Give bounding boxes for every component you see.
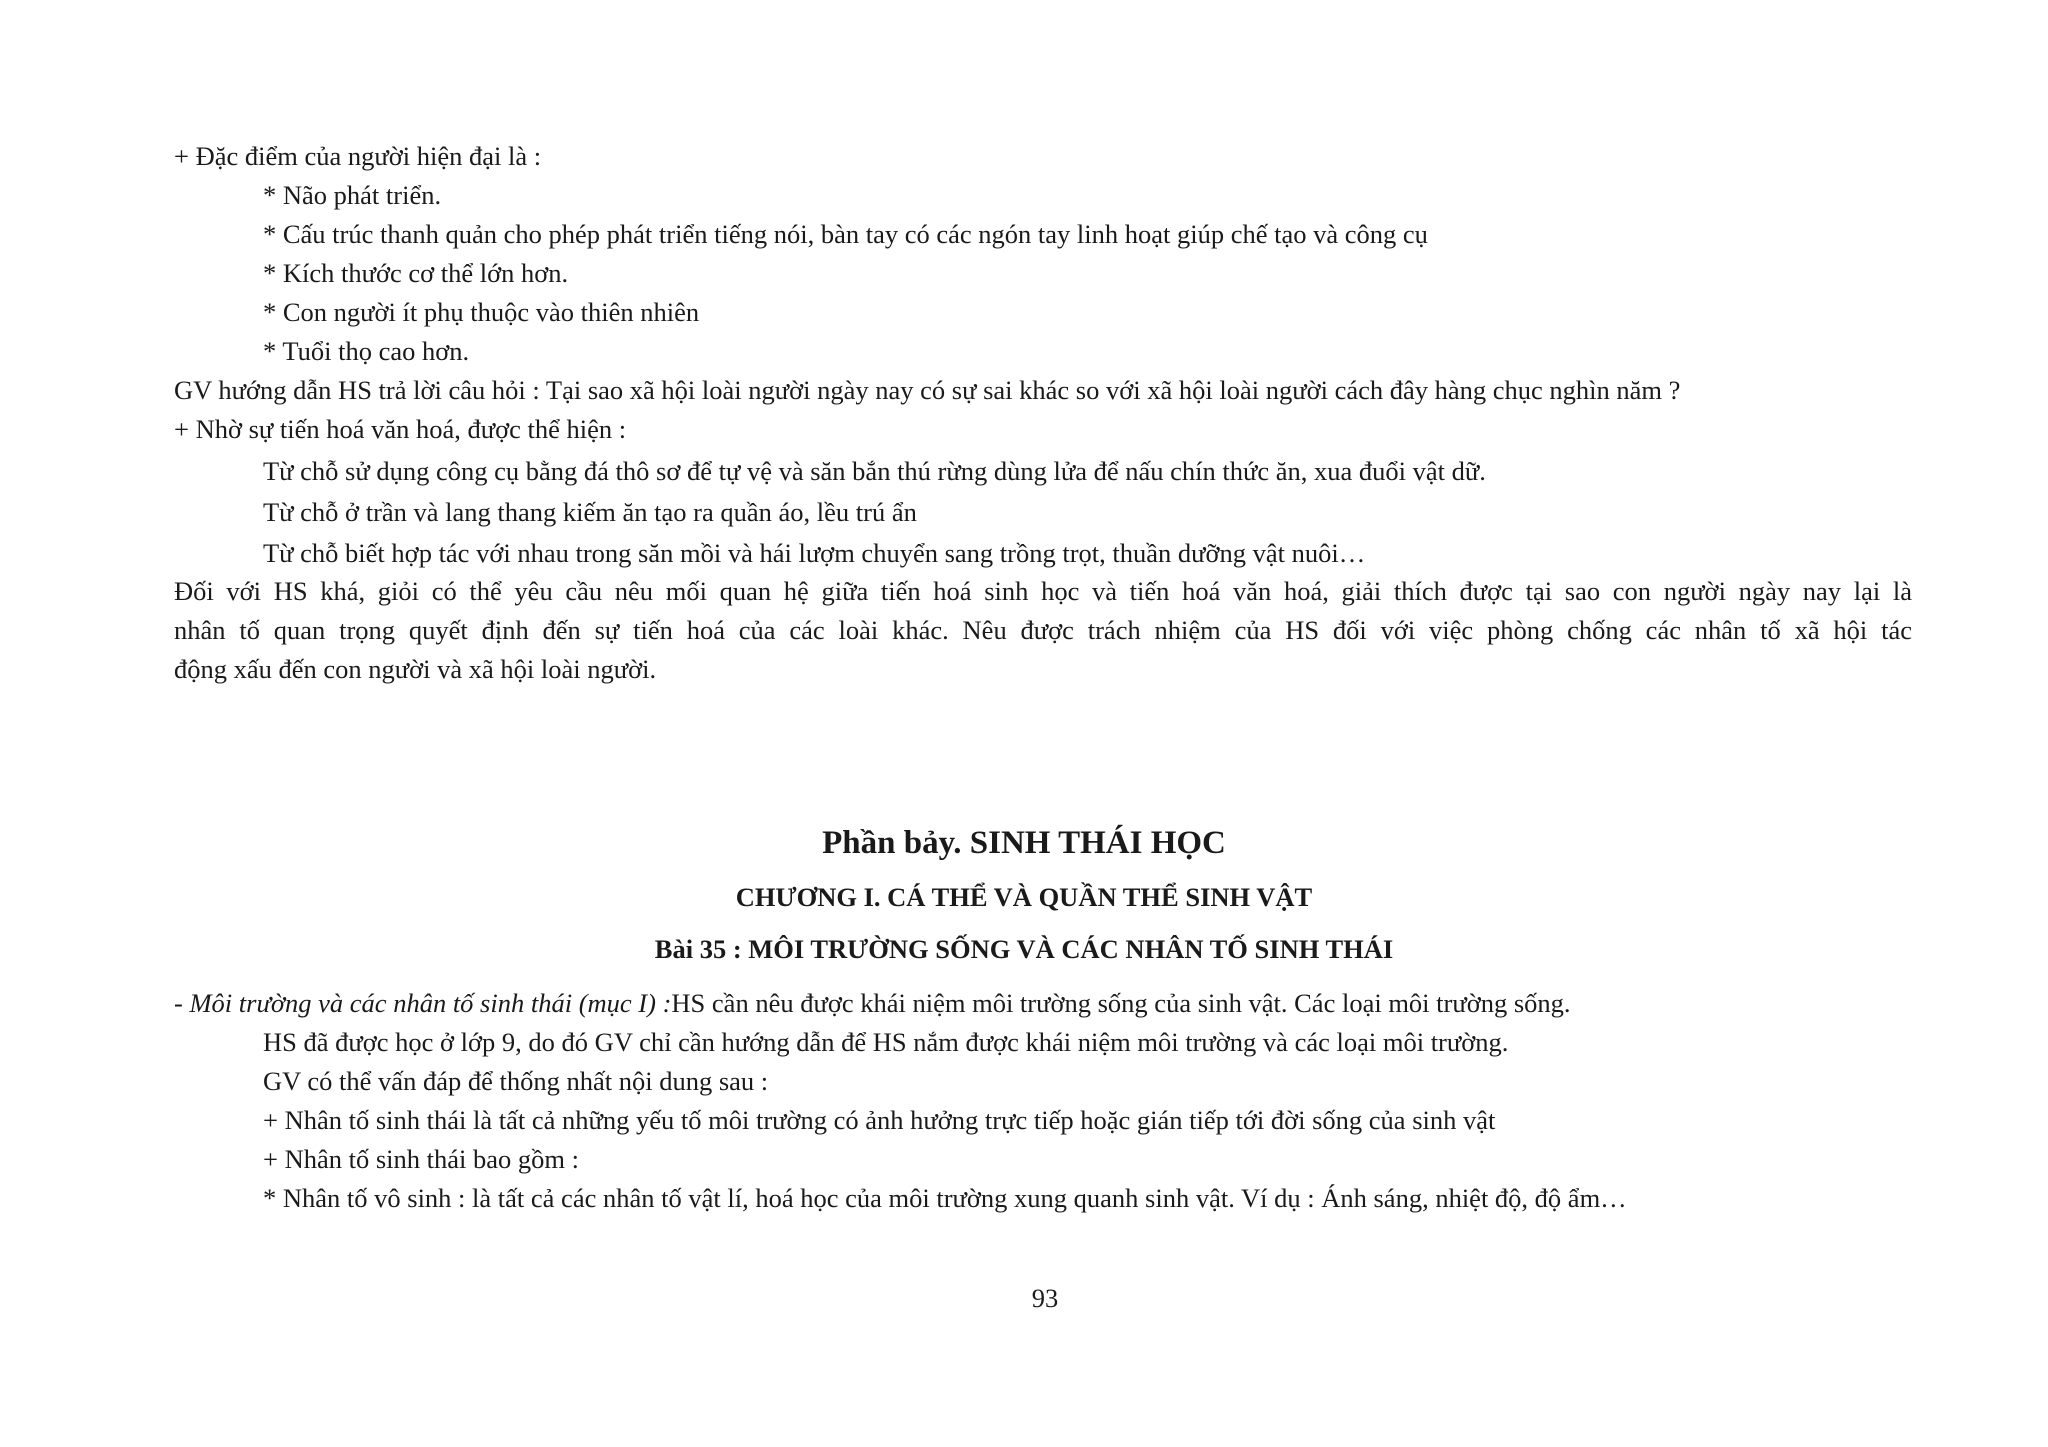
trait-bullet: * Não phát triển. <box>263 180 442 210</box>
intro-dash: - <box>174 988 190 1018</box>
paragraph-line: động xấu đến con người và xã hội loài người. <box>174 654 657 684</box>
cultural-evolution-item: Từ chỗ ở trần và lang thang kiếm ăn tạo ra quần áo, lều trú ẩn <box>263 497 917 527</box>
section2-line: + Nhân tố sinh thái là tất cả những yếu tố môi trường có ảnh hưởng trực tiếp hoặc gián tiếp tới đời sống của sinh vật <box>263 1105 1496 1135</box>
cultural-evolution-intro: + Nhờ sự tiến hoá văn hoá, được thể hiện : <box>174 414 627 444</box>
cultural-evolution-item: Từ chỗ sử dụng công cụ bằng đá thô sơ để tự vệ và săn bắn thú rừng dùng lửa để nấu chín thức ăn, xua đuổi vật dữ. <box>263 456 1486 486</box>
trait-bullet: * Kích thước cơ thể lớn hơn. <box>263 258 569 288</box>
paragraph-line: nhân tố quan trọng quyết định đến sự tiến hoá của các loài khác. Nêu được trách nhiệm của HS đối với việc phòng chống các nhân tố xã hội tác <box>174 615 1912 645</box>
advanced-students-paragraph <box>174 572 1912 689</box>
section2-line: + Nhân tố sinh thái bao gồm : <box>263 1144 579 1174</box>
intro-rest: HS cần nêu được khái niệm môi trường sống của sinh vật. Các loại môi trường sống. <box>671 988 1571 1018</box>
modern-human-traits-heading: + Đặc điểm của người hiện đại là : <box>174 141 542 171</box>
trait-bullet: * Cấu trúc thanh quản cho phép phát triển tiếng nói, bàn tay có các ngón tay linh hoạt giúp chế tạo và công cụ <box>263 219 1428 249</box>
part-title: Phần bảy. SINH THÁI HỌC <box>822 825 1226 861</box>
section2-line: HS đã được học ở lớp 9, do đó GV chỉ cần hướng dẫn để HS nắm được khái niệm môi trường và các loại môi trường. <box>263 1027 1509 1057</box>
chapter-title: CHƯƠNG I. CÁ THỂ VÀ QUẦN THỂ SINH VẬT <box>735 882 1313 912</box>
lesson-title: Bài 35 : MÔI TRƯỜNG SỐNG VÀ CÁC NHÂN TỐ SINH THÁI <box>654 934 1394 964</box>
section2-line: GV có thể vấn đáp để thống nhất nội dung sau : <box>263 1066 769 1096</box>
teacher-question: GV hướng dẫn HS trả lời câu hỏi : Tại sao xã hội loài người ngày nay có sự sai khác so với xã hội loài người cách đây hàng chục nghìn năm ? <box>174 375 1681 405</box>
cultural-evolution-item: Từ chỗ biết hợp tác với nhau trong săn mồi và hái lượm chuyển sang trồng trọt, thuần dưỡng vật nuôi… <box>263 538 1366 568</box>
page-number: 93 <box>1031 1283 1059 1313</box>
intro-italic-label: Môi trường và các nhân tố sinh thái (mục I) : <box>189 988 672 1018</box>
trait-bullet: * Con người ít phụ thuộc vào thiên nhiên <box>263 297 700 327</box>
section2-line: * Nhân tố vô sinh : là tất cả các nhân tố vật lí, hoá học của môi trường xung quanh sinh vật. Ví dụ : Ánh sáng, nhiệt độ, độ ẩm… <box>263 1183 1627 1213</box>
trait-bullet: * Tuổi thọ cao hơn. <box>263 336 470 366</box>
paragraph-line: Đối với HS khá, giỏi có thể yêu cầu nêu mối quan hệ giữa tiến hoá sinh học và tiến hoá văn hoá, giải thích được tại sao con người ngày nay lại là <box>174 576 1912 606</box>
environment-intro <box>174 986 1571 1020</box>
